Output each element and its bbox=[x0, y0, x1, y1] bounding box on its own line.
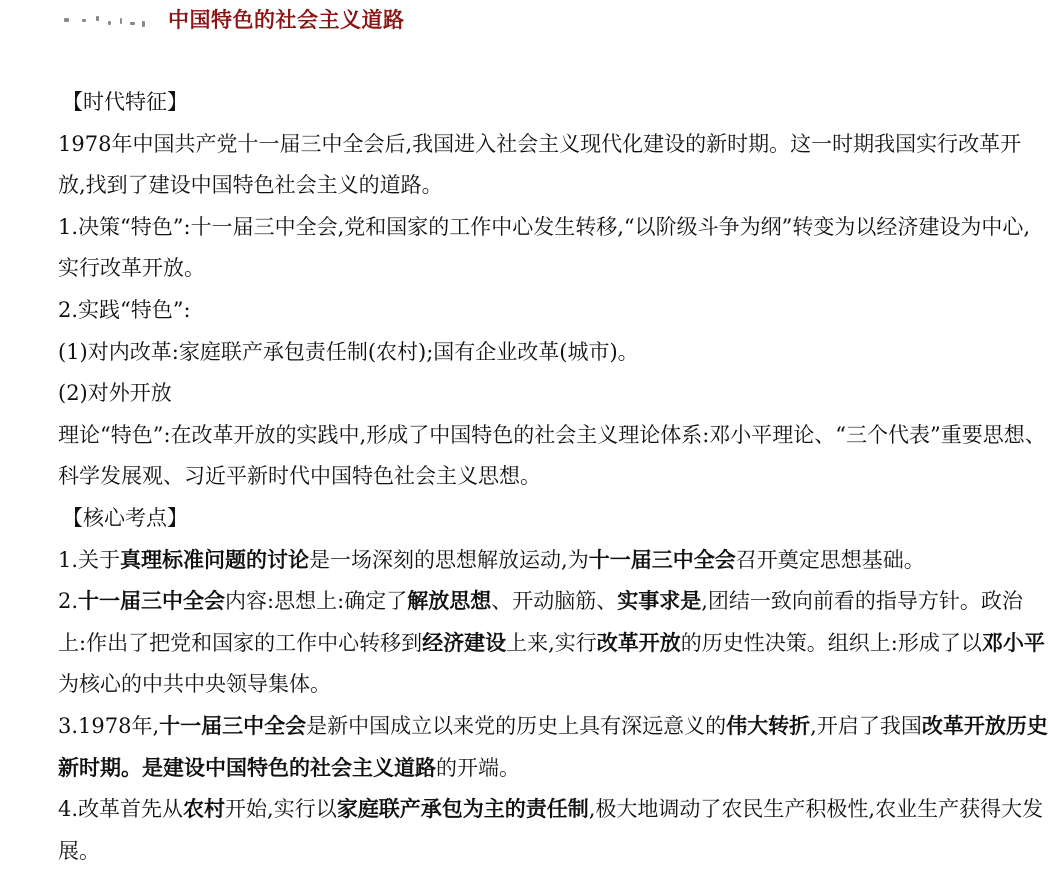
text-run: 为核心的中共中央领导集体。 bbox=[58, 672, 331, 697]
text-run: 是新中国成立以来党的历史上具有深远意义的 bbox=[306, 713, 727, 738]
bold-run: 十一届三中全会 bbox=[78, 589, 226, 614]
core-point-4 bbox=[58, 789, 1048, 872]
era-item-1: 1.决策“特色”:十一届三中全会,党和国家的工作中心发生转移,“以阶级斗争为纲”转变为以经济建设为中心,实行改革开放。 bbox=[58, 214, 1031, 281]
text-run: 的开端。 bbox=[436, 755, 520, 780]
text-run: ,开启了我国 bbox=[810, 713, 922, 738]
era-item-2-1: (1)对内改革:家庭联产承包责任制(农村);国有企业改革(城市)。 bbox=[58, 339, 639, 364]
page-title bbox=[62, 4, 405, 34]
text-run: 上来,实行 bbox=[506, 630, 597, 655]
era-item-2-2: (2)对外开放 bbox=[58, 381, 172, 406]
text-run: ,极大地调动了农民生产积极性,农业生产获得大发展。 bbox=[58, 797, 1044, 863]
text-run: 1.关于 bbox=[58, 547, 121, 572]
bold-run: 真理标准问题的讨论 bbox=[120, 547, 310, 572]
text-run: 4.改革首先从 bbox=[58, 797, 184, 822]
bold-run: 农村 bbox=[183, 797, 226, 822]
bold-run: 伟大转折 bbox=[726, 713, 811, 738]
text-run: 2. bbox=[58, 589, 79, 614]
title-decoration-icon bbox=[62, 9, 154, 29]
document-body bbox=[58, 82, 1048, 872]
core-point-2 bbox=[58, 581, 1048, 706]
core-point-3 bbox=[58, 706, 1048, 789]
bold-run: 经济建设 bbox=[422, 630, 507, 655]
bold-run: 十一届三中全会 bbox=[588, 547, 736, 572]
text-run: 是一场深刻的思想解放运动,为 bbox=[309, 547, 589, 572]
bold-run: 解放思想 bbox=[407, 589, 492, 614]
era-intro: 1978年中国共产党十一届三中全会后,我国进入社会主义现代化建设的新时期。这一时期我国实行改革开放,找到了建设中国特色社会主义的道路。 bbox=[58, 131, 1022, 198]
text-run: 召开奠定思想基础。 bbox=[735, 547, 925, 572]
text-run: 、开动脑筋、 bbox=[491, 589, 618, 614]
era-item-2: 2.实践“特色”: bbox=[58, 297, 191, 322]
title-text: 中国特色的社会主义道路 bbox=[168, 8, 405, 32]
bold-run: 改革开放 bbox=[596, 630, 681, 655]
bold-run: 邓小平 bbox=[981, 630, 1045, 655]
text-run: 内容:思想上:确定了 bbox=[225, 589, 408, 614]
bold-run: 十一届三中全会 bbox=[159, 713, 307, 738]
text-run: ,团结一致向前看的指导方针。政治上:作出了把党和国家的工作中心转移到 bbox=[58, 589, 1023, 655]
section-heading-era: 【时代特征】 bbox=[62, 90, 188, 114]
era-item-3: 理论“特色”:在改革开放的实践中,形成了中国特色的社会主义理论体系:邓小平理论、“三个代表”重要思想、科学发展观、习近平新时代中国特色社会主义思想。 bbox=[58, 422, 1046, 489]
core-point-1 bbox=[58, 540, 1048, 582]
text-run: 的历史性决策。组织上:形成了以 bbox=[680, 630, 982, 655]
bold-run: 改革开放历史新时期。是建设中国特色的社会主义道路 bbox=[58, 713, 1048, 780]
bold-run: 家庭联产承包为主的责任制 bbox=[336, 797, 589, 822]
bold-run: 实事求是 bbox=[617, 589, 702, 614]
text-run: 开始,实行以 bbox=[225, 797, 337, 822]
section-heading-core: 【核心考点】 bbox=[62, 505, 188, 530]
text-run: 3.1978年, bbox=[58, 713, 160, 738]
